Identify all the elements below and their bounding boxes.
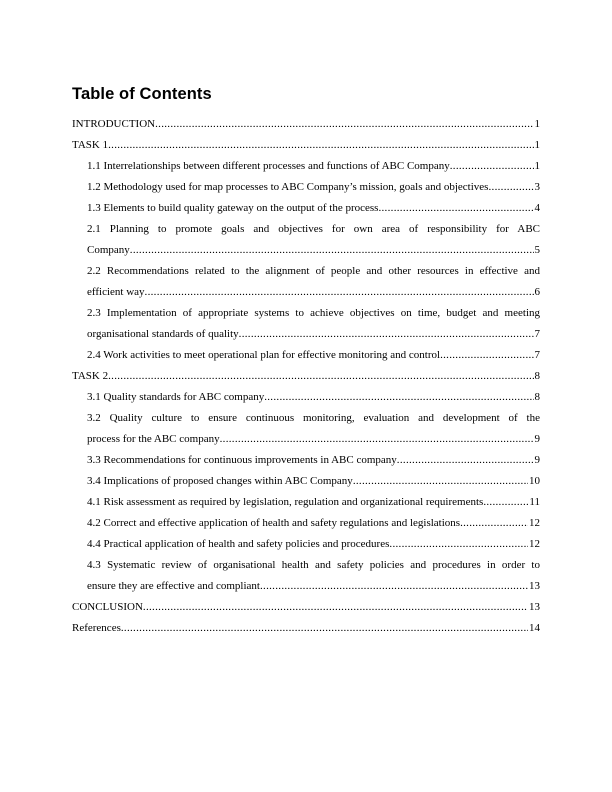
- dot-leader: [121, 618, 528, 639]
- toc-title: Table of Contents: [72, 85, 212, 103]
- toc-entry-title-line1: 4.3 Systematic review of organisational health and safety policies and procedures in order to: [87, 559, 540, 571]
- toc-entry-3-4[interactable]: [72, 471, 540, 492]
- toc-entry-title: 4.2 Correct and effective application of health and safety regulations and legislations: [87, 517, 461, 529]
- toc-entry-title-line1: 3.2 Quality culture to ensure continuous monitoring, evaluation and development of the: [87, 412, 540, 424]
- dot-leader: [143, 597, 528, 618]
- dot-leader: [488, 177, 533, 198]
- dot-leader: [483, 492, 528, 513]
- toc-entry-title-line1: 2.2 Recommendations related to the alignment of people and other resources in effective and: [87, 265, 540, 277]
- toc-entry-title-line2: efficient way: [87, 286, 145, 298]
- toc-entry-4-4[interactable]: [72, 534, 540, 555]
- dot-leader: [264, 387, 533, 408]
- toc-entry-title: 1.2 Methodology used for map processes to ABC Company’s mission, goals and objectives: [87, 181, 489, 193]
- toc-entry-page: 13: [529, 601, 540, 613]
- toc-entry-4-3[interactable]: [72, 555, 540, 597]
- toc-entry-references[interactable]: [72, 618, 540, 639]
- dot-leader: [397, 450, 534, 471]
- toc-entry-title-line2: ensure they are effective and compliant: [87, 580, 260, 592]
- toc-entry-page: 7: [534, 349, 540, 361]
- toc-entry-page: 8: [534, 391, 540, 403]
- dot-leader: [145, 282, 534, 303]
- toc-entry-page: 1: [534, 160, 540, 172]
- toc-entry-page: 11: [529, 496, 540, 508]
- dot-leader: [155, 114, 533, 135]
- toc-entry-1-1[interactable]: [72, 156, 540, 177]
- toc-entry-title: 4.1 Risk assessment as required by legislation, regulation and organizational requirements: [87, 496, 484, 508]
- table-of-contents: [72, 114, 540, 639]
- toc-entry-introduction[interactable]: [72, 114, 540, 135]
- toc-entry-page: 12: [529, 517, 540, 529]
- dot-leader: [260, 576, 528, 597]
- dot-leader: [460, 513, 528, 534]
- dot-leader: [239, 324, 534, 345]
- toc-entry-title-line2: process for the ABC company: [87, 433, 220, 445]
- dot-leader: [108, 366, 533, 387]
- toc-entry-page: 13: [529, 580, 540, 592]
- dot-leader: [389, 534, 528, 555]
- toc-entry-2-1[interactable]: [72, 219, 540, 261]
- toc-entry-title: TASK 1: [72, 139, 109, 151]
- toc-entry-title: 2.4 Work activities to meet operational plan for effective monitoring and control: [87, 349, 441, 361]
- dot-leader: [450, 156, 534, 177]
- toc-entry-page: 7: [534, 328, 540, 340]
- toc-entry-title-line1: 2.1 Planning to promote goals and objectives for own area of responsibility for ABC: [87, 223, 540, 235]
- toc-entry-page: 12: [529, 538, 540, 550]
- toc-entry-2-3[interactable]: [72, 303, 540, 345]
- toc-entry-3-3[interactable]: [72, 450, 540, 471]
- toc-entry-title: 3.3 Recommendations for continuous improvements in ABC company: [87, 454, 397, 466]
- toc-entry-conclusion[interactable]: [72, 597, 540, 618]
- toc-entry-title: INTRODUCTION: [72, 118, 156, 130]
- toc-entry-page: 6: [534, 286, 540, 298]
- toc-entry-page: 14: [529, 622, 540, 634]
- toc-entry-title: 3.1 Quality standards for ABC company: [87, 391, 265, 403]
- toc-entry-page: 1: [534, 118, 540, 130]
- toc-entry-1-2[interactable]: [72, 177, 540, 198]
- dot-leader: [353, 471, 528, 492]
- toc-entry-title: 4.4 Practical application of health and safety policies and procedures: [87, 538, 390, 550]
- toc-entry-page: 3: [534, 181, 540, 193]
- toc-entry-title: References: [72, 622, 121, 634]
- toc-entry-page: 10: [529, 475, 540, 487]
- toc-entry-2-2[interactable]: [72, 261, 540, 303]
- toc-entry-1-3[interactable]: [72, 198, 540, 219]
- toc-entry-page: 1: [534, 139, 540, 151]
- toc-entry-3-1[interactable]: [72, 387, 540, 408]
- toc-entry-title: CONCLUSION: [72, 601, 143, 613]
- dot-leader: [108, 135, 533, 156]
- toc-entry-title: 1.1 Interrelationships between different processes and functions of ABC Company: [87, 160, 450, 172]
- toc-entry-page: 8: [534, 370, 540, 382]
- toc-entry-title: 1.3 Elements to build quality gateway on the output of the process: [87, 202, 379, 214]
- toc-entry-3-2[interactable]: [72, 408, 540, 450]
- toc-entry-4-1[interactable]: [72, 492, 540, 513]
- toc-entry-task-2[interactable]: [72, 366, 540, 387]
- dot-leader: [440, 345, 533, 366]
- dot-leader: [378, 198, 533, 219]
- toc-entry-title-line2: Company: [87, 244, 130, 256]
- toc-entry-2-4[interactable]: [72, 345, 540, 366]
- toc-entry-title-line2: organisational standards of quality: [87, 328, 239, 340]
- toc-entry-title: TASK 2: [72, 370, 109, 382]
- dot-leader: [130, 240, 534, 261]
- toc-entry-task-1[interactable]: [72, 135, 540, 156]
- toc-entry-page: 4: [534, 202, 540, 214]
- toc-entry-page: 9: [534, 433, 540, 445]
- dot-leader: [220, 429, 534, 450]
- toc-entry-title: 3.4 Implications of proposed changes within ABC Company: [87, 475, 353, 487]
- toc-entry-4-2[interactable]: [72, 513, 540, 534]
- toc-entry-page: 5: [534, 244, 540, 256]
- toc-entry-title-line1: 2.3 Implementation of appropriate systems to achieve objectives on time, budget and meeting: [87, 307, 540, 319]
- toc-entry-page: 9: [534, 454, 540, 466]
